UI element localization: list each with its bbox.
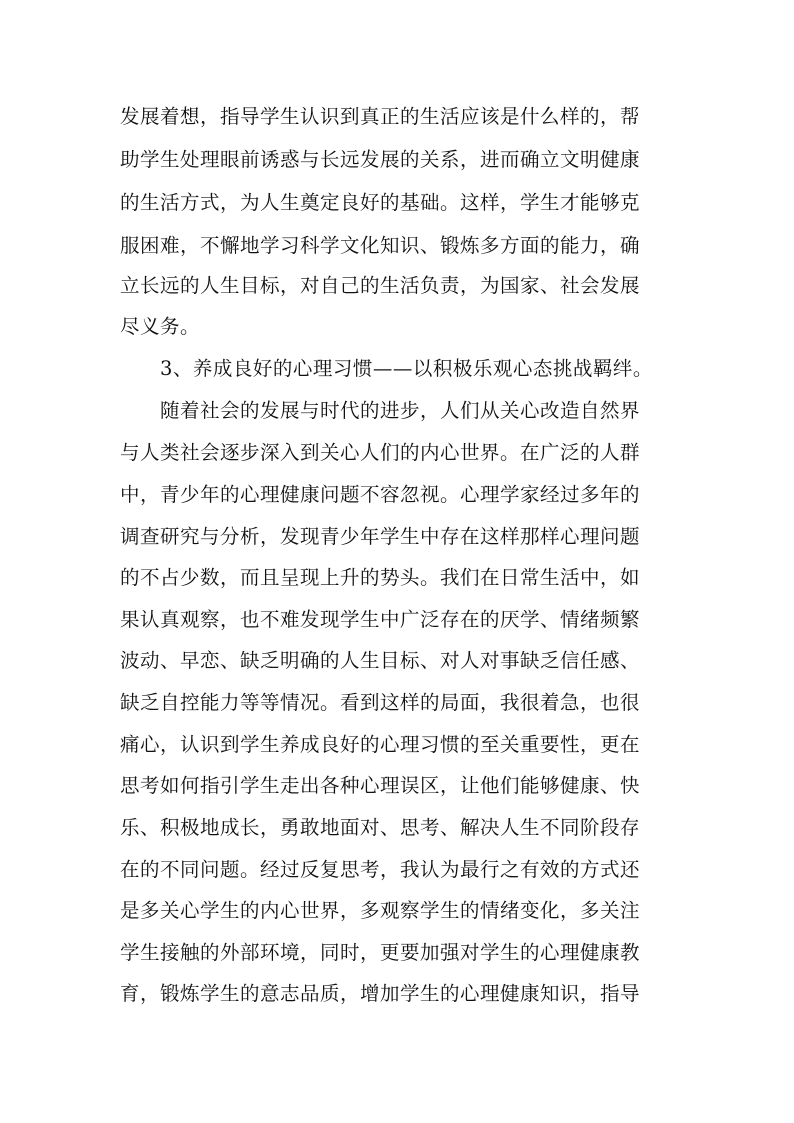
text-line: 调查研究与分析，发现青少年学生中存在这样那样心理问题 xyxy=(120,525,641,548)
section-heading: 3、养成良好的心理习惯——以积极乐观心态挑战羁绊。 xyxy=(160,357,653,380)
text-line: 乐、积极地成长，勇敢地面对、思考、解决人生不同阶段存 xyxy=(120,816,641,839)
text-line: 的生活方式，为人生奠定良好的基础。这样，学生才能够克 xyxy=(120,191,641,214)
text-line: 的不占少数，而且呈现上升的势头。我们在日常生活中，如 xyxy=(120,566,641,589)
text-line: 立长远的人生目标，对自己的生活负责，为国家、社会发展 xyxy=(120,274,641,297)
text-line: 痛心，认识到学生养成良好的心理习惯的至关重要性，更在 xyxy=(120,733,641,756)
paragraph-first-line: 随着社会的发展与时代的进步，人们从关心改造自然界 xyxy=(160,399,641,422)
text-line: 是多关心学生的内心世界，多观察学生的情绪变化，多关注 xyxy=(120,899,641,922)
text-line: 波动、早恋、缺乏明确的人生目标、对人对事缺乏信任感、 xyxy=(120,649,641,672)
text-line: 思考如何指引学生走出各种心理误区，让他们能够健康、快 xyxy=(120,774,641,797)
text-line: 学生接触的外部环境，同时，更要加强对学生的心理健康教 xyxy=(120,941,641,964)
text-line: 尽义务。 xyxy=(120,315,201,338)
text-line: 助学生处理眼前诱惑与长远发展的关系，进而确立文明健康 xyxy=(120,148,641,171)
text-line: 在的不同问题。经过反复思考，我认为最行之有效的方式还 xyxy=(120,858,641,881)
text-line: 与人类社会逐步深入到关心人们的内心世界。在广泛的人群 xyxy=(120,441,641,464)
text-line: 服困难，不懈地学习科学文化知识、锻炼多方面的能力，确 xyxy=(120,234,641,257)
text-line: 发展着想，指导学生认识到真正的生活应该是什么样的，帮 xyxy=(120,105,641,128)
text-line: 缺乏自控能力等等情况。看到这样的局面，我很着急，也很 xyxy=(120,691,641,714)
text-line: 中，青少年的心理健康问题不容忽视。心理学家经过多年的 xyxy=(120,483,641,506)
text-line: 育，锻炼学生的意志品质，增加学生的心理健康知识，指导 xyxy=(120,982,641,1005)
text-line: 果认真观察，也不难发现学生中广泛存在的厌学、情绪频繁 xyxy=(120,608,641,631)
